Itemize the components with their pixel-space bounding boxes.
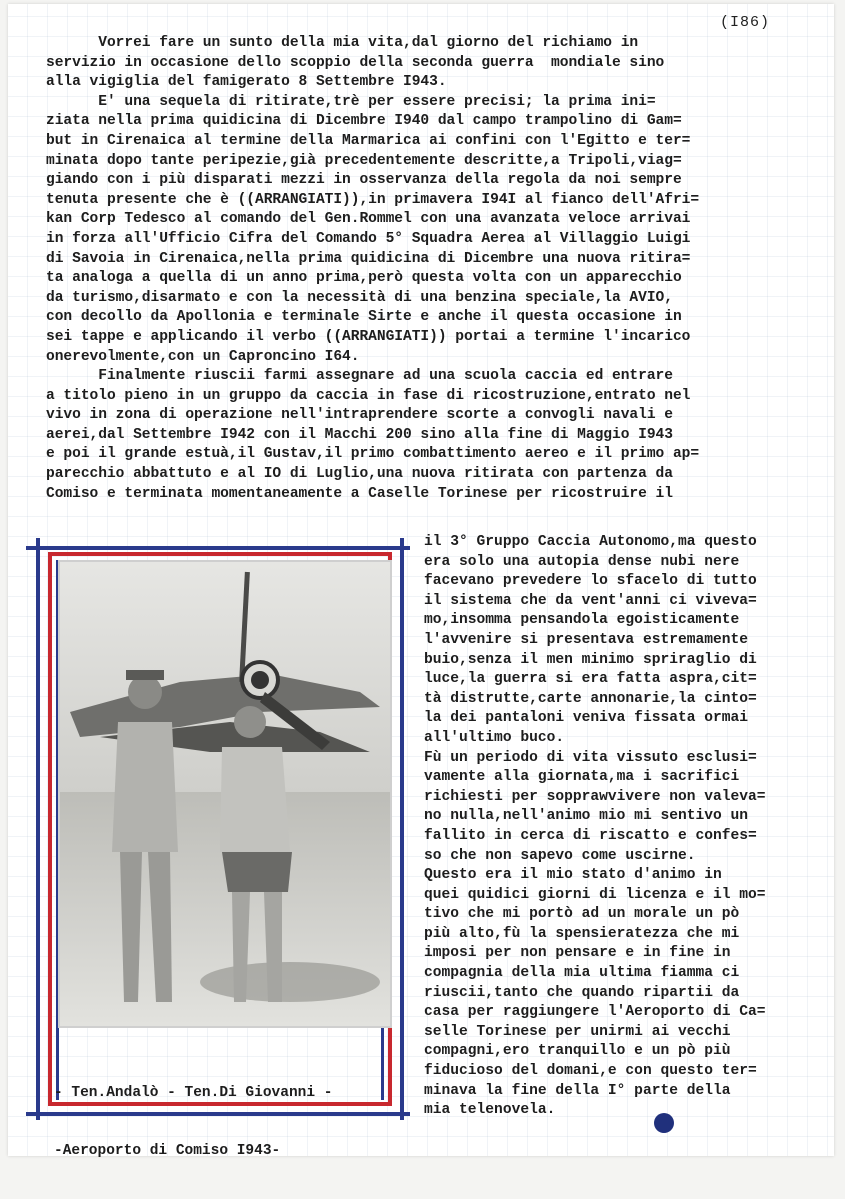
text-line: il sistema che da vent'anni ci viveva= [424, 592, 757, 609]
photo-caption [54, 1046, 394, 1199]
text-line: quei quidici giorni di licenza e il mo= [424, 886, 766, 903]
text-line: più alto,fù la spensieratezza che mi [424, 925, 740, 942]
text-line: in forza all'Ufficio Cifra del Comando 5° Squadra Aerea al Villaggio Luigi [46, 230, 691, 247]
text-line: no nulla,nell'animo mio mi sentivo un [424, 808, 749, 825]
text-line: tenuta presente che è ((ARRANGIATI)),in primavera I94I al fianco dell'Afri= [46, 191, 700, 208]
text-line: fiducioso del domani,e con questo ter= [424, 1063, 757, 1080]
text-line: onerevolmente,con un Caproncino I64. [46, 348, 360, 365]
text-line: minava la fine della I° parte della [424, 1082, 731, 1099]
page-number: (I86) [719, 14, 770, 31]
frame-line-red-left [48, 552, 52, 1106]
text-line: Finalmente riuscii farmi assegnare ad una scuola caccia ed entrare [46, 368, 673, 385]
text-line: richiesti per sopprawvivere non valeva= [424, 788, 766, 805]
text-line: kan Corp Tedesco al comando del Gen.Rommel con una avanzata veloce arrivai [46, 211, 691, 228]
text-line: compagnia della mia ultima fiamma ci [424, 965, 740, 982]
text-line: e poi il grande estuà,il Gustav,il primo combattimento aereo e il primo ap= [46, 446, 700, 463]
text-line: E' una sequela di ritirate,trè per essere precisi; la prima ini= [46, 93, 656, 110]
body-text-right-column [424, 533, 819, 1121]
text-line: imposi per non pensare e in fine in [424, 945, 731, 962]
text-line: compagni,ero tranquillo e un pò più [424, 1043, 731, 1060]
text-line: la dei pantaloni veniva fissata ormai [424, 710, 749, 727]
text-line: da turismo,disarmato e con la necessità di una benzina speciale,la AVIO, [46, 289, 673, 306]
text-line: but in Cirenaica al termine della Marmarica ai confini con l'Egitto e ter= [46, 132, 691, 149]
text-line: tivo che mi portò ad un morale un pò [424, 906, 740, 923]
photograph-drawing [60, 562, 390, 1026]
text-line: vivo in zona di operazione nell'intraprendere scorte a convogli navali e [46, 407, 673, 424]
text-line: aerei,dal Settembre I942 con il Macchi 200 sino alla fine di Maggio I943 [46, 426, 673, 443]
text-line: l'avvenire si presentava estremamente [424, 631, 749, 648]
body-text-top [46, 34, 816, 504]
caption-place: -Aeroporto di Comiso I943- [54, 1142, 281, 1159]
text-line: all'ultimo buco. [424, 729, 565, 746]
text-line: Vorrei fare un sunto della mia vita,dal giorno del richiamo in [46, 35, 639, 51]
text-line: tà distrutte,carte annonarie,la cinto= [424, 690, 757, 707]
text-line: sei tappe e applicando il verbo ((ARRANGIATI)) portai a termine l'incarico [46, 328, 691, 345]
text-line: Questo era il mio stato d'animo in [424, 867, 722, 884]
text-line: buio,senza il men minimo spriraglio di [424, 651, 757, 668]
text-line: fallito in cerca di riscatto e confes= [424, 827, 757, 844]
text-line: luce,la guerra si era fatta aspra,cit= [424, 671, 757, 688]
text-line: alla vigiglia del famigerato 8 Settembre I943. [46, 74, 447, 91]
frame-line-blue-right [400, 538, 404, 1120]
text-line: era solo una autopia dense nubi nere [424, 553, 740, 570]
text-line: mo,insomma pensandola egoisticamente [424, 612, 740, 629]
frame-line-blue-left [36, 538, 40, 1120]
photo-frame [26, 538, 416, 1159]
text-line: servizio in occasione dello scoppio della seconda guerra mondiale sino [46, 54, 665, 71]
frame-line-red-top [48, 552, 392, 556]
text-line: casa per raggiungere l'Aeroporto di Ca= [424, 1004, 766, 1021]
text-line: riuscii,tanto che quando ripartii da [424, 984, 740, 1001]
text-line: vamente alla giornata,ma i sacrifici [424, 769, 740, 786]
text-line: so che non sapevo come uscirne. [424, 847, 696, 864]
text-line: di Savoia in Cirenaica,nella prima quidicina di Dicembre una nuova ritira= [46, 250, 691, 267]
text-line: con decollo da Apollonia e terminale Sirte e anche il questa occasione in [46, 309, 682, 326]
text-line: ziata nella prima quidicina di Dicembre I940 dal campo trampolino di Gam= [46, 113, 682, 130]
text-line: Comiso e terminata momentaneamente a Caselle Torinese per ricostruire il [46, 485, 673, 502]
text-line: minata dopo tante peripezie,già precedentemente descritte,a Tripoli,viag= [46, 152, 682, 169]
text-line: Fù un periodo di vita vissuto esclusi= [424, 749, 757, 766]
text-line: il 3° Gruppo Caccia Autonomo,ma questo [424, 534, 757, 550]
text-line: parecchio abbattuto e al IO di Luglio,una nuova ritirata con partenza da [46, 466, 673, 483]
text-line: ta analoga a quella di un anno prima,però questa volta con un apparecchio [46, 270, 682, 287]
text-line: giando con i più disparati mezzi in osservanza della regola da noi sempre [46, 172, 682, 189]
text-line: facevano prevedere lo sfacelo di tutto [424, 573, 757, 590]
photograph-aviators [58, 560, 392, 1028]
text-line: mia telenovela. [424, 1102, 556, 1119]
ink-dot [654, 1113, 674, 1133]
caption-names: - Ten.Andalò - Ten.Di Giovanni - [54, 1085, 333, 1101]
text-line: a titolo pieno in un gruppo da caccia in fase di ricostruzione,entrato nel [46, 387, 691, 404]
frame-line-blue-top [26, 546, 410, 550]
text-line: selle Torinese per unirmi ai vecchi [424, 1023, 731, 1040]
